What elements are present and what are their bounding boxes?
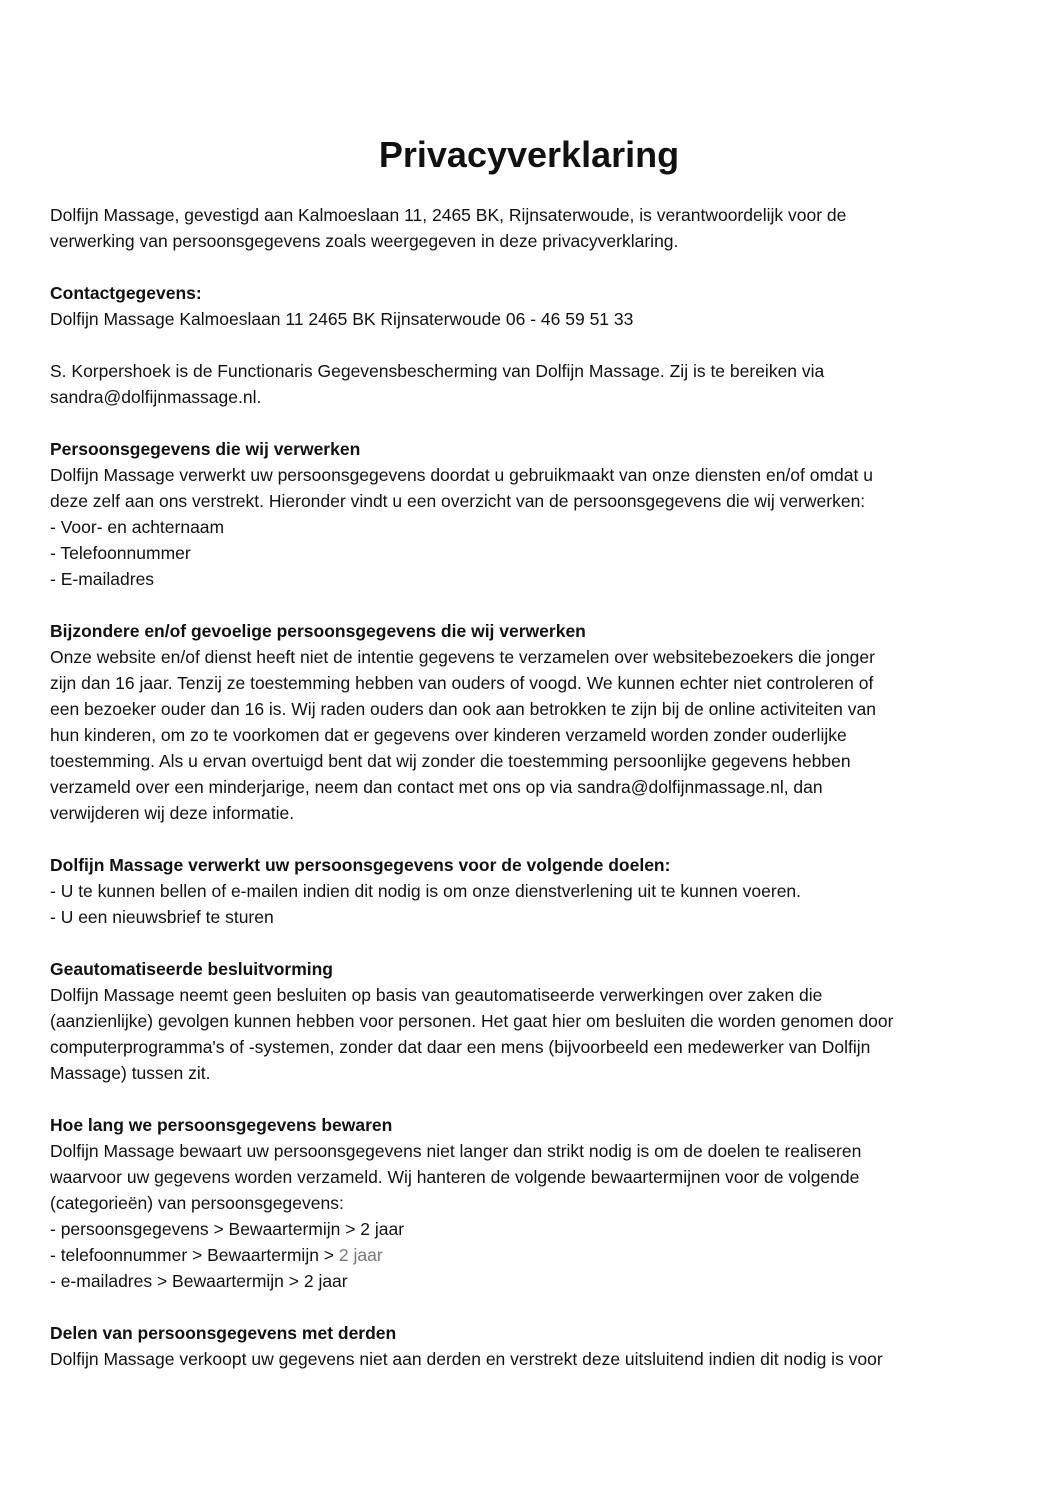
list-item: [50, 1242, 1020, 1268]
intro-paragraph: [50, 202, 1020, 254]
special-line: Onze website en/of dienst heeft niet de intentie gegevens te verzamelen over websitebezoekers die jonger: [50, 647, 875, 667]
automated-line: (aanzienlijke) gevolgen kunnen hebben voor personen. Het gaat hier om besluiten die worden genomen door: [50, 1011, 894, 1031]
officer-email: sandra@dolfijnmassage.nl.: [50, 387, 262, 407]
purposes-section: [50, 852, 1020, 930]
page-title: Privacyverklaring: [378, 134, 680, 175]
phone-retention-value: 2 jaar: [338, 1245, 383, 1265]
automated-line: Dolfijn Massage neemt geen besluiten op basis van geautomatiseerde verwerkingen over zaken die: [50, 985, 823, 1005]
processed-heading: Persoonsgegevens die wij verwerken: [50, 439, 361, 459]
list-item: - E-mailadres: [50, 569, 155, 589]
phone-retention-label: - telefoonnummer > Bewaartermijn >: [50, 1245, 339, 1265]
document-body: [50, 202, 1020, 1398]
purposes-heading: Dolfijn Massage verwerkt uw persoonsgegevens voor de volgende doelen:: [50, 855, 671, 875]
contact-line: Dolfijn Massage Kalmoeslaan 11 2465 BK Rijnsaterwoude 06 - 46 59 51 33: [50, 309, 634, 329]
special-line: verzameld over een minderjarige, neem dan contact met ons op via sandra@dolfijnmassage.nl, dan: [50, 777, 823, 797]
special-line: zijn dan 16 jaar. Tenzij ze toestemming hebben van ouders of voogd. We kunnen echter niet controleren of: [50, 673, 874, 693]
special-line: hun kinderen, om zo te voorkomen dat er gegevens over kinderen verzameld worden zonder ouderlijke: [50, 725, 847, 745]
contact-section: [50, 280, 1020, 332]
special-section: [50, 618, 1020, 826]
retention-section: [50, 1112, 1020, 1294]
sharing-line: Dolfijn Massage verkoopt uw gegevens niet aan derden en verstrekt deze uitsluitend indien dit nodig is voor: [50, 1349, 883, 1369]
processed-line: Dolfijn Massage verwerkt uw persoonsgegevens doordat u gebruikmaakt van onze diensten en/of omdat u: [50, 465, 873, 485]
sharing-heading: Delen van persoonsgegevens met derden: [50, 1323, 397, 1343]
retention-heading: Hoe lang we persoonsgegevens bewaren: [50, 1115, 393, 1135]
officer-paragraph: [50, 358, 1020, 410]
officer-line: S. Korpershoek is de Functionaris Gegevensbescherming van Dolfijn Massage. Zij is te bereiken via: [50, 361, 825, 381]
list-item: - persoonsgegevens > Bewaartermijn > 2 jaar: [50, 1219, 405, 1239]
special-heading: Bijzondere en/of gevoelige persoonsgegevens die wij verwerken: [50, 621, 586, 641]
list-item: - U een nieuwsbrief te sturen: [50, 907, 274, 927]
contact-heading: Contactgegevens:: [50, 283, 202, 303]
retention-line: (categorieën) van persoonsgegevens:: [50, 1193, 344, 1213]
list-item: - Voor- en achternaam: [50, 517, 225, 537]
processed-line: deze zelf aan ons verstrekt. Hieronder vindt u een overzicht van de persoonsgegevens die wij verwerken:: [50, 491, 866, 511]
automated-line: computerprogramma's of -systemen, zonder dat daar een mens (bijvoorbeeld een medewerker van Dolfijn: [50, 1037, 871, 1057]
intro-line: Dolfijn Massage, gevestigd aan Kalmoeslaan 11, 2465 BK, Rijnsaterwoude, is verantwoordelijk voor de: [50, 205, 847, 225]
automated-heading: Geautomatiseerde besluitvorming: [50, 959, 333, 979]
list-item: - U te kunnen bellen of e-mailen indien dit nodig is om onze dienstverlening uit te kunnen voeren.: [50, 881, 802, 901]
special-line: verwijderen wij deze informatie.: [50, 803, 295, 823]
automated-line: Massage) tussen zit.: [50, 1063, 211, 1083]
special-line: toestemming. Als u ervan overtuigd bent dat wij zonder die toestemming persoonlijke gegevens hebben: [50, 751, 851, 771]
intro-line: verwerking van persoonsgegevens zoals weergegeven in deze privacyverklaring.: [50, 231, 679, 251]
retention-line: waarvoor uw gegevens worden verzameld. Wij hanteren de volgende bewaartermijnen voor de volgende: [50, 1167, 860, 1187]
special-line: een bezoeker ouder dan 16 is. Wij raden ouders dan ook aan betrokken te zijn bij de online activiteiten van: [50, 699, 876, 719]
processed-section: [50, 436, 1020, 592]
list-item: - e-mailadres > Bewaartermijn > 2 jaar: [50, 1271, 348, 1291]
sharing-section: [50, 1320, 1020, 1372]
automated-section: [50, 956, 1020, 1086]
list-item: - Telefoonnummer: [50, 543, 191, 563]
retention-line: Dolfijn Massage bewaart uw persoonsgegevens niet langer dan strikt nodig is om de doelen te realiseren: [50, 1141, 862, 1161]
